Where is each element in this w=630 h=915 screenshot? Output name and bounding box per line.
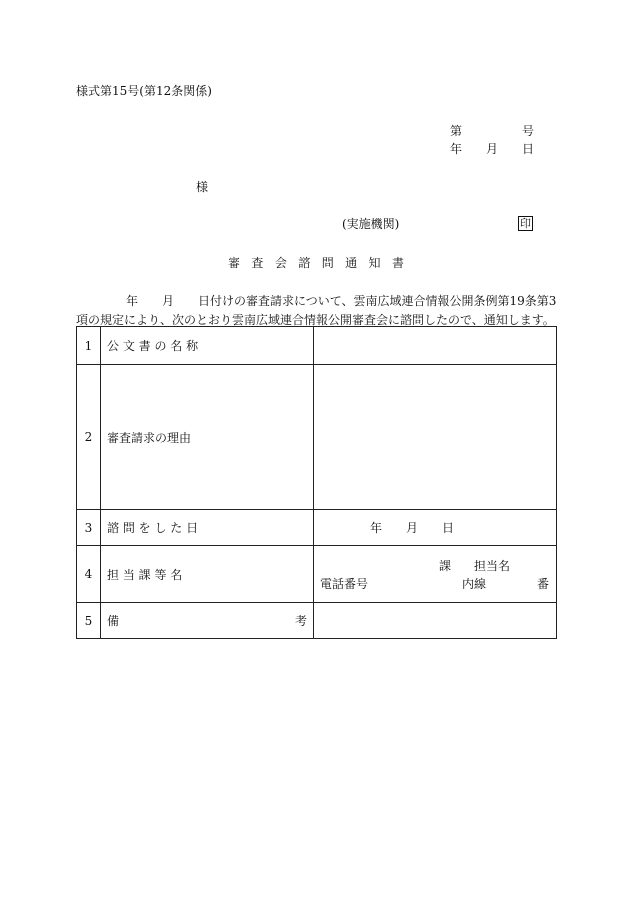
agency-label: (実施機関) <box>342 217 400 231</box>
remarks-label-left: 備 <box>107 614 120 628</box>
row-number: 3 <box>77 510 101 546</box>
body-line1-text: 日付けの審査請求について、雲南広域連合情報公開条例第19条第3 <box>198 294 557 308</box>
table-row <box>77 603 557 639</box>
row-number: 4 <box>77 546 101 603</box>
row-label: 審査請求の理由 <box>101 365 314 510</box>
remarks-label-right: 考 <box>294 614 307 628</box>
date-month: 月 <box>486 142 499 156</box>
body-line2-text: 項の規定により、次のとおり雲南広域連合情報公開審査会に諮問したので、通知します。 <box>76 313 555 327</box>
body-month: 月 <box>162 294 175 308</box>
table-row <box>77 365 557 510</box>
row-number: 5 <box>77 603 101 639</box>
consult-month: 月 <box>406 521 419 535</box>
title-char: 書 <box>391 256 404 270</box>
row-number: 2 <box>77 365 101 510</box>
consultation-date-field[interactable] <box>314 510 557 546</box>
row-number: 1 <box>77 327 101 365</box>
title-char: 知 <box>368 256 381 270</box>
document-title <box>228 256 404 270</box>
date-year: 年 <box>450 142 463 156</box>
title-char: 問 <box>321 256 334 270</box>
title-char: 審 <box>228 256 241 270</box>
table-row <box>77 510 557 546</box>
body-year: 年 <box>126 294 139 308</box>
person-label: 担当名 <box>474 559 511 573</box>
extension-label: 内線 <box>462 577 487 591</box>
doc-number-suffix: 号 <box>522 124 535 138</box>
title-char: 査 <box>251 256 264 270</box>
ban-label: 番 <box>537 577 550 591</box>
row-label: 諮 問 を し た 日 <box>101 510 314 546</box>
doc-number-prefix: 第 <box>450 124 463 138</box>
table-row <box>77 327 557 365</box>
title-char: 通 <box>345 256 358 270</box>
row-label: 担 当 課 等 名 <box>101 546 314 603</box>
consult-year: 年 <box>370 521 383 535</box>
remarks-field[interactable] <box>314 603 557 639</box>
section-label: 課 <box>439 559 452 573</box>
date-day: 日 <box>522 142 535 156</box>
title-char: 諮 <box>298 256 311 270</box>
form-number: 様式第15号(第12条関係) <box>76 84 212 98</box>
addressee-suffix: 様 <box>196 180 209 194</box>
document-name-field[interactable] <box>314 327 557 365</box>
consult-day: 日 <box>442 521 455 535</box>
appeal-reason-field[interactable] <box>314 365 557 510</box>
seal-mark: 印 <box>520 217 531 230</box>
title-char: 会 <box>274 256 287 270</box>
table-row <box>77 546 557 603</box>
phone-label: 電話番号 <box>320 577 369 591</box>
row-label: 公 文 書 の 名 称 <box>101 327 314 365</box>
remarks-label-cell <box>101 603 314 639</box>
department-field[interactable] <box>314 546 557 603</box>
notice-table <box>76 326 557 639</box>
